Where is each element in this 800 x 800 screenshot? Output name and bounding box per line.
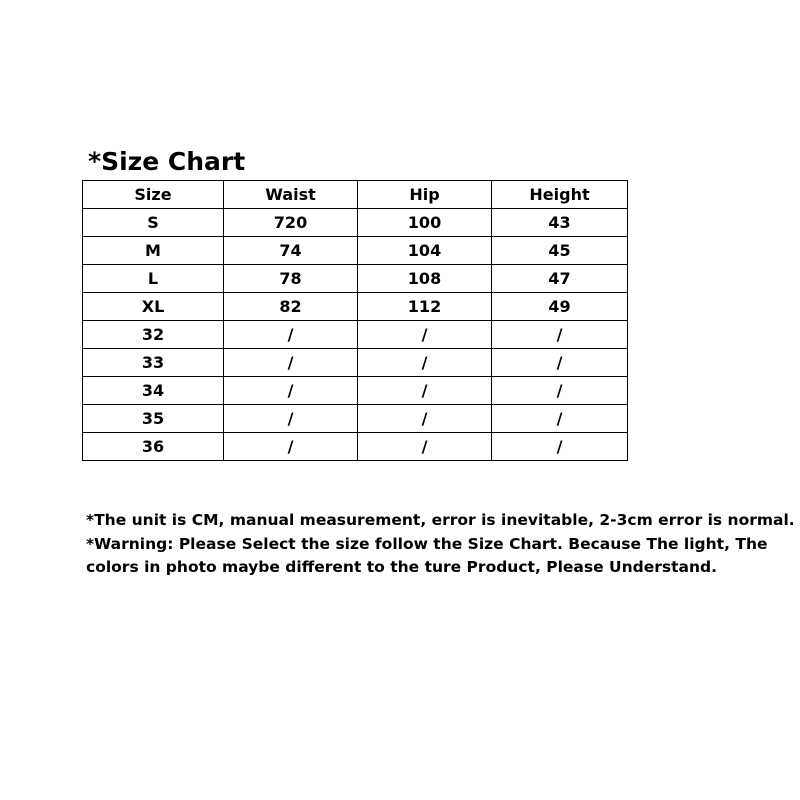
header-hip: Hip — [358, 181, 492, 209]
table-row — [83, 237, 628, 265]
cell-size: 32 — [83, 321, 224, 349]
cell-hip: 108 — [358, 265, 492, 293]
cell-waist: / — [224, 321, 358, 349]
cell-waist: / — [224, 377, 358, 405]
cell-hip: / — [358, 405, 492, 433]
header-size: Size — [83, 181, 224, 209]
cell-height: / — [492, 405, 628, 433]
table-row — [83, 405, 628, 433]
cell-waist: 720 — [224, 209, 358, 237]
page-title: *Size Chart — [88, 147, 246, 176]
warning-note-continued: colors in photo maybe different to the ture Product, Please Understand. — [86, 558, 717, 576]
cell-waist: / — [224, 349, 358, 377]
cell-height: / — [492, 377, 628, 405]
cell-waist: 78 — [224, 265, 358, 293]
cell-size: 35 — [83, 405, 224, 433]
cell-height: 45 — [492, 237, 628, 265]
table-row — [83, 433, 628, 461]
cell-size: 36 — [83, 433, 224, 461]
cell-height: 47 — [492, 265, 628, 293]
cell-height: / — [492, 321, 628, 349]
cell-size: L — [83, 265, 224, 293]
table-row — [83, 349, 628, 377]
warning-note: *Warning: Please Select the size follow the Size Chart. Because The light, The — [86, 534, 768, 553]
cell-hip: / — [358, 349, 492, 377]
cell-hip: / — [358, 377, 492, 405]
cell-height: / — [492, 349, 628, 377]
header-height: Height — [492, 181, 628, 209]
table-row — [83, 265, 628, 293]
cell-waist: 82 — [224, 293, 358, 321]
size-notes — [86, 509, 795, 580]
cell-waist: 74 — [224, 237, 358, 265]
cell-waist: / — [224, 433, 358, 461]
cell-hip: / — [358, 321, 492, 349]
cell-size: XL — [83, 293, 224, 321]
header-waist: Waist — [224, 181, 358, 209]
cell-hip: 104 — [358, 237, 492, 265]
cell-hip: 100 — [358, 209, 492, 237]
cell-height: 43 — [492, 209, 628, 237]
cell-size: 34 — [83, 377, 224, 405]
table-row — [83, 293, 628, 321]
unit-note: *The unit is CM, manual measurement, error is inevitable, 2-3cm error is normal. — [86, 511, 795, 529]
cell-size: 33 — [83, 349, 224, 377]
cell-hip: / — [358, 433, 492, 461]
table-header-row — [83, 181, 628, 209]
cell-size: M — [83, 237, 224, 265]
table-row — [83, 321, 628, 349]
cell-size: S — [83, 209, 224, 237]
cell-height: 49 — [492, 293, 628, 321]
cell-waist: / — [224, 405, 358, 433]
cell-hip: 112 — [358, 293, 492, 321]
size-chart-table — [82, 180, 628, 461]
table-row — [83, 209, 628, 237]
table-row — [83, 377, 628, 405]
cell-height: / — [492, 433, 628, 461]
